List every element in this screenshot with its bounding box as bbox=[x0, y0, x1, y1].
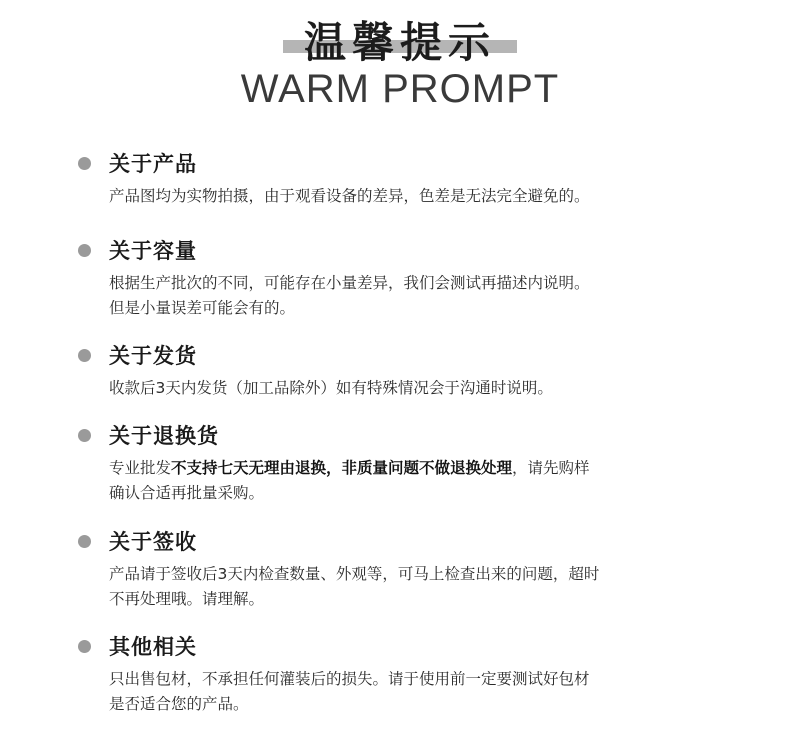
section-body bbox=[109, 271, 699, 321]
section-receipt bbox=[78, 527, 800, 632]
bullet-dot-icon bbox=[78, 429, 91, 442]
notice-sections bbox=[0, 149, 800, 722]
section-body bbox=[109, 456, 699, 506]
body-line: 但是小量误差可能会有的。 bbox=[109, 299, 296, 317]
body-line: 确认合适再批量采购。 bbox=[109, 484, 265, 502]
title-english: WARM PROMPT bbox=[240, 67, 560, 111]
title-block bbox=[0, 14, 800, 72]
section-heading: 其他相关 bbox=[109, 635, 197, 659]
title-chinese: 温馨提示 bbox=[303, 18, 496, 67]
body-line: 只出售包材，不承担任何灌装后的损失。请于使用前一定要测试好包材 bbox=[109, 670, 590, 688]
section-body bbox=[109, 376, 699, 401]
section-shipping bbox=[78, 341, 800, 421]
section-capacity bbox=[78, 236, 800, 341]
body-line: 产品图均为实物拍摄，由于观看设备的差异，色差是无法完全避免的。 bbox=[109, 187, 590, 205]
section-returns bbox=[78, 421, 800, 527]
body-emphasis: 不支持七天无理由退换，非质量问题不做退换处理 bbox=[171, 459, 513, 477]
body-line: 收款后3天内发货（加工品除外）如有特殊情况会于沟通时说明。 bbox=[109, 379, 553, 397]
body-line: 根据生产批次的不同，可能存在小量差异，我们会测试再描述内说明。 bbox=[109, 274, 590, 292]
bullet-dot-icon bbox=[78, 535, 91, 548]
section-body bbox=[109, 667, 699, 717]
section-heading: 关于发货 bbox=[109, 344, 197, 368]
body-line: 产品请于签收后3天内检查数量、外观等，可马上检查出来的问题，超时 bbox=[109, 565, 600, 583]
body-text: 专业批发 bbox=[109, 459, 172, 477]
section-heading: 关于容量 bbox=[109, 239, 197, 263]
section-heading: 关于产品 bbox=[109, 152, 197, 176]
section-other bbox=[78, 632, 800, 722]
section-heading: 关于退换货 bbox=[109, 424, 219, 448]
section-heading: 关于签收 bbox=[109, 530, 197, 554]
body-line: 是否适合您的产品。 bbox=[109, 695, 249, 713]
section-product bbox=[78, 149, 800, 236]
body-text: ，请先购样 bbox=[512, 459, 590, 477]
bullet-dot-icon bbox=[78, 640, 91, 653]
bullet-dot-icon bbox=[78, 244, 91, 257]
body-line: 不再处理哦。请理解。 bbox=[109, 590, 265, 608]
section-body bbox=[109, 184, 699, 209]
body-line bbox=[109, 456, 699, 481]
section-body bbox=[109, 562, 699, 612]
bullet-dot-icon bbox=[78, 349, 91, 362]
bullet-dot-icon bbox=[78, 157, 91, 170]
